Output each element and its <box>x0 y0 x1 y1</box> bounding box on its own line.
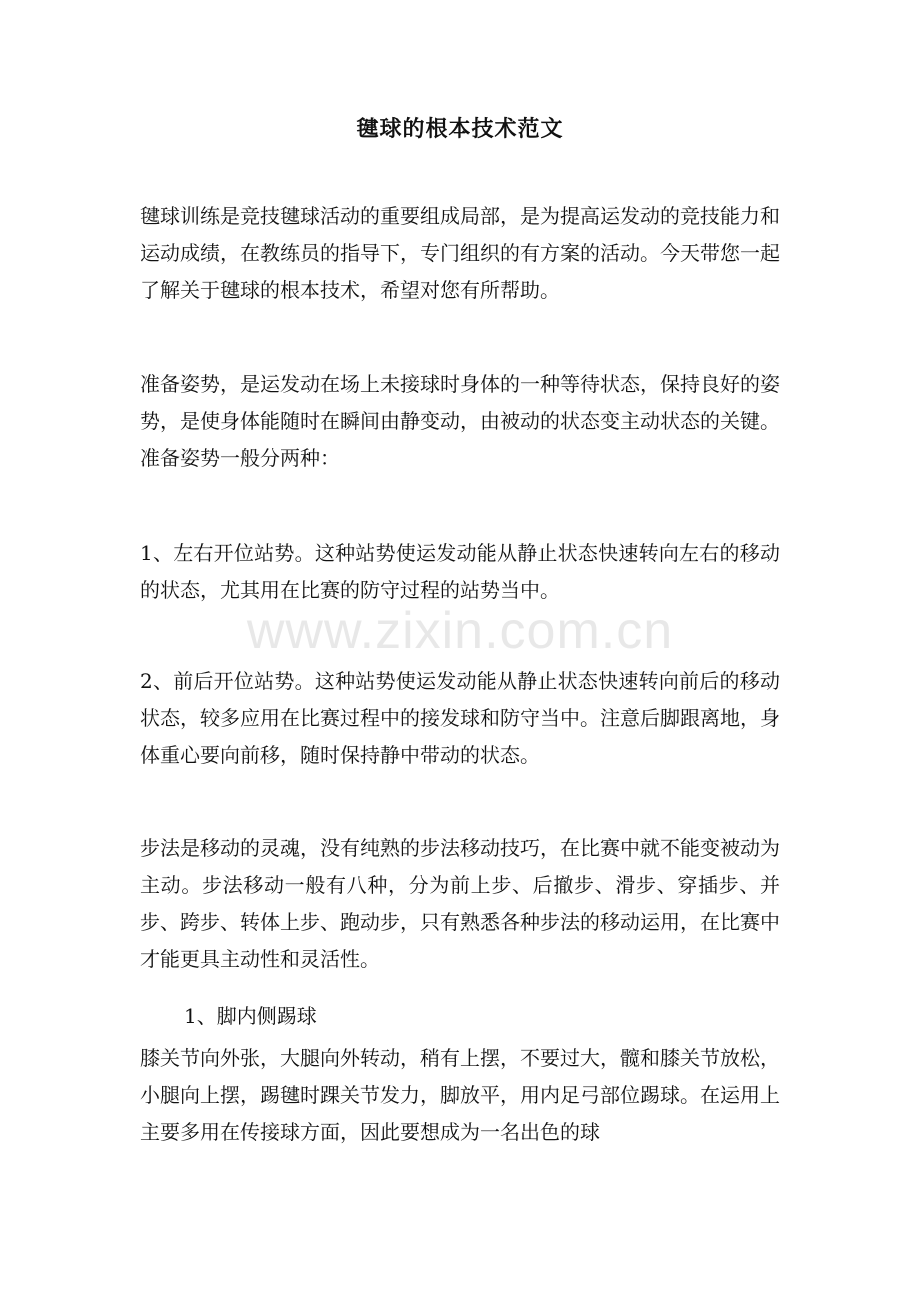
watermark: www.zixin.com.cn <box>246 602 674 660</box>
paragraph-intro: 毽球训练是竞技毽球活动的重要组成局部，是为提高运发动的竞技能力和运动成绩，在教练员的指导下，专门组织的有方案的活动。今天带您一起了解关于毽球的根本技术，希望对您有所帮助。 <box>140 204 780 302</box>
paragraph-inside-foot-kick: 膝关节向外张，大腿向外转动，稍有上摆，不要过大，髋和膝关节放松，小腿向上摆，踢毽时踝关节发力，脚放平，用内足弓部位踢球。在运用上主要多用在传接球方面，因此要想成为一名出色的球 <box>140 1046 780 1144</box>
paragraph-ready-stance: 准备姿势，是运发动在场上未接球时身体的一种等待状态，保持良好的姿势，是使身体能随时在瞬间由静变动，由被动的状态变主动状态的关键。准备姿势一般分两种： <box>140 372 780 470</box>
paragraph-footwork: 步法是移动的灵魂，没有纯熟的步法移动技巧，在比赛中就不能变被动为主动。步法移动一般有八种，分为前上步、后撤步、滑步、穿插步、并步、跨步、转体上步、跑动步，只有熟悉各种步法的移动运用，在比赛中才能更具主动性和灵活性。 <box>140 836 780 971</box>
paragraph-left-right-stance: 1、左右开位站势。这种站势使运发动能从静止状态快速转向左右的移动的状态，尤其用在比赛的防守过程的站势当中。 <box>140 541 780 602</box>
document-title: 毽球的根本技术范文 <box>356 116 564 142</box>
paragraph-front-back-stance: 2、前后开位站势。这种站势使运发动能从静止状态快速转向前后的移动状态，较多应用在比赛过程中的接发球和防守当中。注意后脚跟离地，身体重心要向前移，随时保持静中带动的状态。 <box>140 669 780 767</box>
subheading-inside-foot-kick: 1、脚内侧踢球 <box>184 1004 317 1028</box>
